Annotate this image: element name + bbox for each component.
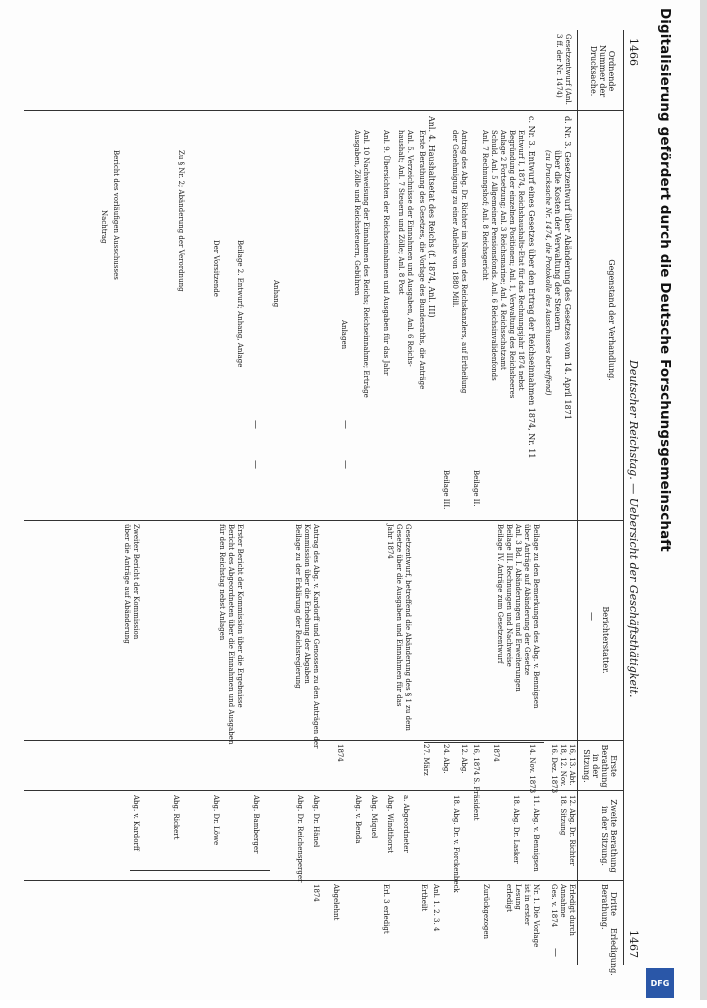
text-line: Der Vorsitzende: [212, 240, 220, 297]
column-header: Zweite Berathung in der Sitzung.: [600, 799, 618, 873]
text-line: Abg. Dr. Hänel: [312, 795, 320, 848]
text-line: Abg. Miquel: [370, 795, 378, 839]
text-line: a. Abgeordneter: [402, 795, 410, 853]
text-line: Anl. 3 Bd. I. Abänderungen und Erweiterungen: [514, 524, 522, 692]
page-number-left: 1466: [627, 38, 640, 66]
text-line: Abg. Dr. Reichensperger: [296, 795, 304, 883]
bracket-line: [130, 870, 270, 871]
dash-mark: —: [340, 460, 350, 469]
top-rule: [623, 30, 624, 965]
text-line: Bericht des Abgeordneten über die Einnahmen und Ausgaben: [227, 524, 235, 745]
text-line: Entwurf I, 1874, Reichshaushalts-Etat für das Rechnungsjahr 1874 nebst: [517, 130, 525, 391]
text-line: Beilage zu den Bemerkungen des Abg. v. Bennigsen: [532, 524, 540, 709]
text-line: 18. Abg. Dr. v. Forckenbeck: [452, 795, 460, 893]
text-line: Anlage 2 Fortsetzung; Anl. 3 Reichsmarine; Anl. 4 Reichsschatzamt: [499, 130, 507, 370]
text-line: Anl. 1. 2. 3. 4: [432, 884, 440, 932]
column-header: Dritte Berathung.: [600, 884, 618, 930]
text-line: Abg. Bamberger: [252, 795, 260, 854]
text-line: Anl. 4. Haushaltsetat des Reichs (f. 1874, Anl. III): [427, 116, 436, 318]
text-line: 12. Abg.: [460, 744, 468, 774]
text-line: Bericht des vorläufigen Ausschusses: [112, 150, 120, 280]
text-line: Anlagen: [340, 320, 348, 350]
text-line: erledigt: [505, 884, 513, 912]
page-title: Deutscher Reichstag. — Uebersicht der Geschäftsthätigkeit.: [627, 360, 640, 698]
text-line: 1874: [336, 744, 344, 762]
text-line: Zurückgezogen: [482, 884, 490, 940]
text-line: 11. Abg. v. Bennigsen: [532, 795, 540, 872]
text-line: Abg. v. Kardorff: [132, 795, 140, 851]
text-line: ist in erster: [523, 884, 531, 926]
footer-credit-text: Digitalisierung gefördert durch die Deutsche Forschungsgemeinschaft: [657, 8, 673, 552]
text-line: über Anträge auf Abänderung der Gesetze: [523, 524, 531, 676]
column-header: Ordnende Nummer der Drucksache.: [589, 44, 616, 98]
text-line: haushalt; Anl. 7 Steuern und Zölle; Anl. 8 Post: [397, 130, 405, 295]
text-line: 27. März: [422, 744, 430, 776]
text-line: Anl. 5. Verzeichnisse der Einnahmen und Ausgaben, Anl. 6 Reichs-: [406, 130, 414, 367]
text-line: Abgelehnt: [332, 884, 340, 921]
text-line: c. Nr. 3. Entwurf eines Gesetzes über den Ertrag der Reichseinnahmen 1874, Nr. 11: [527, 116, 536, 459]
text-line: Abg. v. Benda: [354, 795, 362, 844]
column-header: Berichterstatter.: [601, 606, 610, 674]
text-line: Beilage 2. Entwurf; Anhang, Anlage: [236, 240, 244, 368]
text-line: 18. Abg. Dr. Lasker: [512, 795, 520, 864]
text-line: 24. Abg.: [442, 744, 450, 774]
text-line: Beilage II.: [472, 470, 480, 507]
text-line: Ertheilt: [420, 884, 428, 912]
text-line: (zu Drucksache Nr. 1474, die Protokolle des Ausschusses betreffend): [544, 150, 552, 396]
dash-mark: —: [550, 948, 560, 957]
text-line: Abg. Rickert: [172, 795, 180, 840]
text-line: Annahme: [559, 884, 567, 918]
column-header: Erste Berathung in der Sitzung.: [582, 744, 618, 788]
footer-banner: [646, 0, 706, 1000]
text-line: Nachtrag: [100, 210, 108, 244]
text-line: Antrag des Abg. Dr. Richter im Namen des Reichskanzlers, auf Ertheilung: [460, 130, 468, 394]
dash-mark: —: [250, 460, 260, 469]
text-line: Abg. Dr. Löwe: [212, 795, 220, 846]
column-header: Erledigung.: [609, 928, 618, 976]
text-line: 18. Sitzung: [559, 795, 567, 836]
bracket-line: [424, 742, 544, 743]
column-divider: [24, 740, 624, 741]
text-line: Anl. 9. Übersichten der Reichseinnahmen und Ausgaben für das Jahr: [382, 130, 390, 376]
text-line: der Genehmigung zu einer Anleihe von 1880 Mill.: [451, 130, 459, 308]
text-line: über die Kosten der Verwaltung der Steuern: [553, 150, 562, 331]
text-line: 14. Nov. 1873: [528, 744, 536, 794]
text-line: Gesetzentwurf, betreffend die Abänderung des § 1 zu dem: [404, 524, 412, 731]
text-line: Beilage zu der Erklärung der Reichsregierung: [294, 524, 302, 689]
row-label: Gesetzentwurf (Anl. 3 ff. der Nr. 1474): [555, 34, 572, 105]
text-line: Lesung: [514, 884, 522, 910]
text-line: Schuld. Anl. 5 Allgemeiner Pensionsfonds. Anl. 6 Reichsinvalidenfonds: [490, 130, 498, 381]
text-line: Nr. 1. Die Vorlage: [532, 884, 540, 948]
text-line: Erste Berathung des Gesetzes, die Vorlage des Bundesraths, die Anträge: [418, 130, 426, 390]
text-line: Kommission über die Erhebung der Abgaben: [303, 524, 311, 684]
text-line: Erster Bericht der Kommission über die Ergebnisse: [236, 524, 244, 708]
column-divider: [24, 520, 624, 521]
column-header: Gegenstand der Verhandlung.: [607, 259, 616, 381]
text-line: Abg. Windthorst: [386, 795, 394, 854]
text-line: Antrag des Abg. v. Kardorff und Genossen zu den Anträgen der: [312, 524, 320, 749]
text-line: Erledigt durch: [568, 884, 576, 936]
text-line: über die Anträge auf Abänderung: [123, 524, 131, 644]
text-line: Begründung der einzelnen Positionen; Anl. 1, Verwaltung des Reichsheeres: [508, 130, 516, 399]
text-line: 18, 12. Nov.: [559, 744, 567, 787]
text-line: 16, 1874 S. Präsident: [472, 744, 480, 821]
text-line: 16, 13. Abt.: [568, 744, 576, 786]
column-divider: [24, 880, 624, 881]
dash-mark: —: [586, 612, 596, 621]
text-line: Gesetze über die Ausgaben und Einnahmen für das: [395, 524, 403, 707]
text-line: Beilage III. Rechnungen und Nachweise: [505, 524, 513, 667]
text-line: Ausgaben, Zölle und Reichssteuern, Gebühren: [353, 130, 361, 296]
text-line: Erl. 3 erledigt: [382, 884, 390, 934]
text-line: Beilage III.: [442, 470, 450, 510]
text-line: Beilage IV. Anträge zum Gesetzentwurf: [496, 524, 504, 664]
column-divider: [24, 110, 624, 111]
text-line: d. Nr. 3. Gesetzentwurf über Abänderung des Gesetzes vom 14. April 1871: [563, 116, 572, 420]
text-line: für den Reichstag nebst Anlagen: [218, 524, 226, 641]
dash-mark: —: [250, 420, 260, 429]
header-rule: [577, 30, 578, 965]
page-number-right: 1467: [627, 930, 640, 958]
text-line: Anhang: [272, 280, 280, 308]
text-line: Ges. v. 1874: [550, 884, 558, 928]
text-line: 1874: [492, 744, 500, 762]
dfg-logo: DFG: [646, 968, 674, 998]
text-line: 12. Abg. Dr. Richter: [568, 795, 576, 866]
text-line: Zu § Nr. 2; Abänderung der Verordnung: [177, 150, 185, 292]
text-line: Jahr 1874: [386, 524, 394, 559]
text-line: 1874: [312, 884, 320, 902]
dash-mark: —: [340, 420, 350, 429]
text-line: Anl. 7 Rechnungshof; Anl. 8 Reichsgericht: [481, 130, 489, 281]
text-line: 16. Dez. 1873: [550, 744, 558, 794]
text-line: Zweiter Bericht der Kommission: [132, 524, 140, 640]
text-line: Anl. 10 Nachweisung der Einnahmen des Reichs; Reichseinnahme; Erträge: [362, 130, 370, 398]
